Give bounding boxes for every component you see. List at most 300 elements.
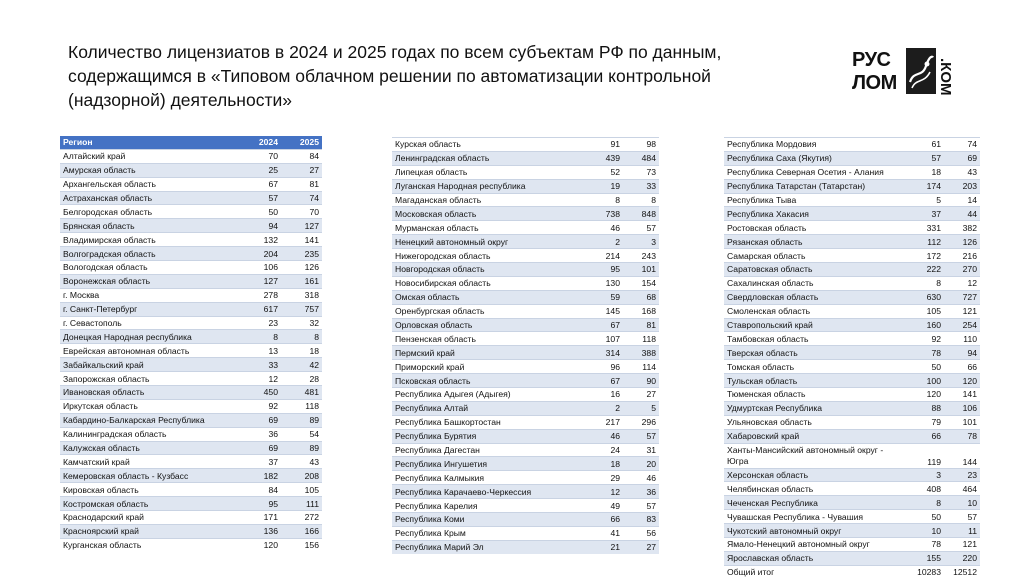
value-2025-cell: 8 bbox=[623, 193, 659, 207]
value-2024-cell: 155 bbox=[900, 551, 944, 565]
value-2025-cell: 70 bbox=[281, 205, 322, 219]
table-row bbox=[724, 235, 980, 249]
table-row bbox=[60, 497, 322, 511]
table-row bbox=[392, 374, 659, 388]
table-row bbox=[60, 399, 322, 413]
header-2024: 2024 bbox=[236, 136, 281, 149]
value-2024-cell: 222 bbox=[900, 263, 944, 277]
table-row bbox=[392, 471, 659, 485]
value-2025-cell: 89 bbox=[281, 413, 322, 427]
table-row bbox=[724, 538, 980, 552]
table-row bbox=[392, 318, 659, 332]
value-2024-cell: 67 bbox=[236, 177, 281, 191]
region-cell: Республика Саха (Якутия) bbox=[724, 151, 900, 165]
region-cell: Республика Карелия bbox=[392, 499, 578, 513]
value-2024-cell: 95 bbox=[578, 263, 623, 277]
value-2024-cell: 37 bbox=[236, 455, 281, 469]
value-2024-cell: 182 bbox=[236, 469, 281, 483]
table-row bbox=[60, 205, 322, 219]
table-row bbox=[60, 469, 322, 483]
value-2024-cell: 52 bbox=[578, 165, 623, 179]
value-2024-cell: 112 bbox=[900, 235, 944, 249]
value-2024-cell: 120 bbox=[900, 388, 944, 402]
region-cell: Чеченская Республика bbox=[724, 496, 900, 510]
value-2024-cell: 13 bbox=[236, 344, 281, 358]
table-row bbox=[60, 191, 322, 205]
region-cell: Республика Тыва bbox=[724, 193, 900, 207]
value-2025-cell: 43 bbox=[281, 455, 322, 469]
region-cell: Пензенская область bbox=[392, 332, 578, 346]
header-region: Регион bbox=[60, 136, 236, 149]
region-cell: г. Севастополь bbox=[60, 316, 236, 330]
region-cell: Ульяновская область bbox=[724, 415, 900, 429]
region-cell: Республика Хакасия bbox=[724, 207, 900, 221]
value-2025-cell: 98 bbox=[623, 138, 659, 152]
table-row bbox=[724, 318, 980, 332]
value-2024-cell: 78 bbox=[900, 346, 944, 360]
value-2024-cell: 96 bbox=[578, 360, 623, 374]
value-2025-cell: 118 bbox=[281, 399, 322, 413]
value-2025-cell: 3 bbox=[623, 235, 659, 249]
value-2024-cell: 450 bbox=[236, 386, 281, 400]
table-row bbox=[60, 247, 322, 261]
table-row bbox=[60, 427, 322, 441]
region-cell: Республика Карачаево-Черкессия bbox=[392, 485, 578, 499]
value-2025-cell: 27 bbox=[623, 540, 659, 553]
table-row bbox=[60, 177, 322, 191]
value-2024-cell: 18 bbox=[900, 165, 944, 179]
value-2024-cell: 41 bbox=[578, 526, 623, 540]
value-2025-cell: 382 bbox=[944, 221, 980, 235]
value-2025-cell: 83 bbox=[623, 513, 659, 527]
value-2025-cell: 141 bbox=[281, 233, 322, 247]
table-row bbox=[392, 290, 659, 304]
value-2025-cell: 757 bbox=[281, 302, 322, 316]
region-cell: Республика Дагестан bbox=[392, 443, 578, 457]
value-2025-cell: 481 bbox=[281, 386, 322, 400]
value-2025-cell: 216 bbox=[944, 249, 980, 263]
value-2024-cell: 120 bbox=[236, 538, 281, 551]
value-2025-cell: 78 bbox=[944, 429, 980, 443]
table-row bbox=[392, 235, 659, 249]
region-cell: Приморский край bbox=[392, 360, 578, 374]
value-2025-cell: 27 bbox=[281, 163, 322, 177]
region-cell: Республика Мордовия bbox=[724, 138, 900, 152]
value-2024-cell: 107 bbox=[578, 332, 623, 346]
table-row bbox=[392, 401, 659, 415]
region-cell: Тюменская область bbox=[724, 388, 900, 402]
value-2025-cell: 36 bbox=[623, 485, 659, 499]
table-row bbox=[724, 374, 980, 388]
table-row bbox=[724, 304, 980, 318]
region-cell: Пермский край bbox=[392, 346, 578, 360]
table-row bbox=[60, 344, 322, 358]
region-cell: Республика Адыгея (Адыгея) bbox=[392, 388, 578, 402]
value-2024-cell: 10 bbox=[900, 524, 944, 538]
region-cell: Республика Алтай bbox=[392, 401, 578, 415]
logo-emblem-icon bbox=[906, 48, 936, 94]
table-row bbox=[392, 249, 659, 263]
value-2025-cell: 296 bbox=[623, 415, 659, 429]
region-cell: Забайкальский край bbox=[60, 358, 236, 372]
value-2025-cell: 23 bbox=[944, 468, 980, 482]
value-2025-cell: 20 bbox=[623, 457, 659, 471]
value-2024-cell: 21 bbox=[578, 540, 623, 553]
table-row bbox=[724, 221, 980, 235]
value-2025-cell: 28 bbox=[281, 372, 322, 386]
value-2025-cell: 121 bbox=[944, 304, 980, 318]
region-cell: Удмуртская Республика bbox=[724, 401, 900, 415]
value-2024-cell: 25 bbox=[236, 163, 281, 177]
region-cell: Запорожская область bbox=[60, 372, 236, 386]
value-2024-cell: 46 bbox=[578, 429, 623, 443]
value-2024-cell: 36 bbox=[236, 427, 281, 441]
value-2025-cell: 74 bbox=[281, 191, 322, 205]
value-2024-cell: 95 bbox=[236, 497, 281, 511]
table-row bbox=[60, 386, 322, 400]
value-2024-cell: 88 bbox=[900, 401, 944, 415]
table-row bbox=[60, 274, 322, 288]
value-2024-cell: 8 bbox=[236, 330, 281, 344]
regions-table-1-body bbox=[60, 136, 322, 552]
value-2025-cell: 144 bbox=[944, 443, 980, 468]
value-2024-cell: 50 bbox=[900, 360, 944, 374]
region-cell: Ненецкий автономный округ bbox=[392, 235, 578, 249]
ruslom-logo bbox=[848, 44, 966, 98]
region-cell: Амурская область bbox=[60, 163, 236, 177]
table-row bbox=[724, 482, 980, 496]
region-cell: Кировская область bbox=[60, 483, 236, 497]
value-2024-cell: 23 bbox=[236, 316, 281, 330]
value-2025-cell: 10 bbox=[944, 496, 980, 510]
value-2024-cell: 24 bbox=[578, 443, 623, 457]
value-2025-cell: 243 bbox=[623, 249, 659, 263]
value-2025-cell: 220 bbox=[944, 551, 980, 565]
value-2025-cell: 5 bbox=[623, 401, 659, 415]
table-row bbox=[60, 372, 322, 386]
region-cell: Томская область bbox=[724, 360, 900, 374]
table-row bbox=[724, 524, 980, 538]
value-2024-cell: 67 bbox=[578, 318, 623, 332]
table-row bbox=[724, 360, 980, 374]
value-2024-cell: 119 bbox=[900, 443, 944, 468]
value-2025-cell: 42 bbox=[281, 358, 322, 372]
value-2024-cell: 59 bbox=[578, 290, 623, 304]
region-cell: Новгородская область bbox=[392, 263, 578, 277]
region-cell: Калининградская область bbox=[60, 427, 236, 441]
value-2024-cell: 174 bbox=[900, 179, 944, 193]
region-cell: Тамбовская область bbox=[724, 332, 900, 346]
table-row bbox=[392, 415, 659, 429]
table-row bbox=[724, 165, 980, 179]
region-cell: Смоленская область bbox=[724, 304, 900, 318]
value-2024-cell: 94 bbox=[236, 219, 281, 233]
table-row bbox=[724, 151, 980, 165]
table-row bbox=[60, 149, 322, 163]
value-2024-cell: 66 bbox=[900, 429, 944, 443]
region-cell: Саратовская область bbox=[724, 263, 900, 277]
value-2024-cell: 10283 bbox=[900, 565, 944, 578]
value-2025-cell: 68 bbox=[623, 290, 659, 304]
table-row bbox=[724, 332, 980, 346]
value-2024-cell: 16 bbox=[578, 388, 623, 402]
value-2025-cell: 105 bbox=[281, 483, 322, 497]
value-2024-cell: 18 bbox=[578, 457, 623, 471]
logo-text-bottom: ЛОМ bbox=[852, 72, 897, 94]
region-cell: Омская область bbox=[392, 290, 578, 304]
table-row bbox=[724, 429, 980, 443]
region-cell: Красноярский край bbox=[60, 524, 236, 538]
value-2024-cell: 57 bbox=[236, 191, 281, 205]
value-2025-cell: 111 bbox=[281, 497, 322, 511]
value-2025-cell: 81 bbox=[623, 318, 659, 332]
value-2025-cell: 272 bbox=[281, 511, 322, 525]
region-cell: г. Санкт-Петербург bbox=[60, 302, 236, 316]
value-2024-cell: 67 bbox=[578, 374, 623, 388]
region-cell: Чувашская Республика - Чувашия bbox=[724, 510, 900, 524]
value-2024-cell: 50 bbox=[900, 510, 944, 524]
region-cell: Волгоградская область bbox=[60, 247, 236, 261]
value-2025-cell: 484 bbox=[623, 151, 659, 165]
region-cell: Орловская область bbox=[392, 318, 578, 332]
value-2024-cell: 69 bbox=[236, 441, 281, 455]
region-cell: Кабардино-Балкарская Республика bbox=[60, 413, 236, 427]
region-cell: Курская область bbox=[392, 138, 578, 152]
value-2024-cell: 172 bbox=[900, 249, 944, 263]
value-2025-cell: 56 bbox=[623, 526, 659, 540]
value-2025-cell: 208 bbox=[281, 469, 322, 483]
region-cell: Курганская область bbox=[60, 538, 236, 551]
value-2025-cell: 110 bbox=[944, 332, 980, 346]
value-2024-cell: 49 bbox=[578, 499, 623, 513]
value-2025-cell: 44 bbox=[944, 207, 980, 221]
table-row bbox=[392, 485, 659, 499]
region-cell: Магаданская область bbox=[392, 193, 578, 207]
logo-text-side: .КОМ bbox=[937, 58, 954, 96]
table-row bbox=[392, 429, 659, 443]
region-cell: Республика Башкортостан bbox=[392, 415, 578, 429]
region-cell: Республика Крым bbox=[392, 526, 578, 540]
table-row bbox=[724, 207, 980, 221]
value-2024-cell: 37 bbox=[900, 207, 944, 221]
value-2024-cell: 8 bbox=[900, 496, 944, 510]
value-2024-cell: 92 bbox=[236, 399, 281, 413]
region-cell: Чукотский автономный округ bbox=[724, 524, 900, 538]
value-2024-cell: 33 bbox=[236, 358, 281, 372]
region-cell: Воронежская область bbox=[60, 274, 236, 288]
value-2025-cell: 43 bbox=[944, 165, 980, 179]
region-cell: Астраханская область bbox=[60, 191, 236, 205]
table-row bbox=[60, 511, 322, 525]
region-cell: Псковская область bbox=[392, 374, 578, 388]
value-2025-cell: 154 bbox=[623, 276, 659, 290]
region-cell: Белгородская область bbox=[60, 205, 236, 219]
table-row bbox=[724, 249, 980, 263]
region-cell: Ростовская область bbox=[724, 221, 900, 235]
table-row bbox=[724, 290, 980, 304]
table-row bbox=[724, 138, 980, 152]
value-2024-cell: 92 bbox=[900, 332, 944, 346]
region-cell: Общий итог bbox=[724, 565, 900, 578]
value-2025-cell: 127 bbox=[281, 219, 322, 233]
region-cell: Хабаровский край bbox=[724, 429, 900, 443]
table-row bbox=[724, 388, 980, 402]
value-2025-cell: 203 bbox=[944, 179, 980, 193]
table-row bbox=[392, 346, 659, 360]
table-row bbox=[60, 316, 322, 330]
table-row bbox=[392, 193, 659, 207]
table-row bbox=[392, 179, 659, 193]
value-2024-cell: 217 bbox=[578, 415, 623, 429]
value-2025-cell: 66 bbox=[944, 360, 980, 374]
table-row bbox=[392, 513, 659, 527]
value-2024-cell: 145 bbox=[578, 304, 623, 318]
table-row bbox=[392, 165, 659, 179]
region-cell: Тверская область bbox=[724, 346, 900, 360]
region-cell: Самарская область bbox=[724, 249, 900, 263]
table-row bbox=[60, 358, 322, 372]
table-row bbox=[392, 526, 659, 540]
value-2025-cell: 114 bbox=[623, 360, 659, 374]
value-2025-cell: 156 bbox=[281, 538, 322, 551]
table-row bbox=[392, 540, 659, 553]
value-2024-cell: 214 bbox=[578, 249, 623, 263]
region-cell: Московская область bbox=[392, 207, 578, 221]
value-2024-cell: 84 bbox=[236, 483, 281, 497]
value-2025-cell: 168 bbox=[623, 304, 659, 318]
value-2024-cell: 136 bbox=[236, 524, 281, 538]
region-cell: Республика Северная Осетия - Алания bbox=[724, 165, 900, 179]
table-row bbox=[392, 207, 659, 221]
table-row bbox=[724, 496, 980, 510]
value-2025-cell: 848 bbox=[623, 207, 659, 221]
region-cell: Тульская область bbox=[724, 374, 900, 388]
table-row bbox=[392, 332, 659, 346]
value-2025-cell: 90 bbox=[623, 374, 659, 388]
region-cell: Челябинская область bbox=[724, 482, 900, 496]
value-2025-cell: 11 bbox=[944, 524, 980, 538]
region-cell: Республика Татарстан (Татарстан) bbox=[724, 179, 900, 193]
table-row bbox=[392, 221, 659, 235]
value-2024-cell: 3 bbox=[900, 468, 944, 482]
table-row bbox=[60, 288, 322, 302]
table-header-row bbox=[60, 136, 322, 149]
value-2024-cell: 19 bbox=[578, 179, 623, 193]
region-cell: Республика Калмыкия bbox=[392, 471, 578, 485]
region-cell: Донецкая Народная республика bbox=[60, 330, 236, 344]
table-row bbox=[60, 163, 322, 177]
value-2025-cell: 54 bbox=[281, 427, 322, 441]
table-row bbox=[392, 443, 659, 457]
value-2024-cell: 630 bbox=[900, 290, 944, 304]
table-row bbox=[392, 151, 659, 165]
region-cell: Костромская область bbox=[60, 497, 236, 511]
value-2024-cell: 127 bbox=[236, 274, 281, 288]
table-row bbox=[392, 304, 659, 318]
title-line-2: содержащимся в «Типовом облачном решении по автоматизации контрольной bbox=[68, 66, 711, 86]
value-2025-cell: 118 bbox=[623, 332, 659, 346]
value-2025-cell: 141 bbox=[944, 388, 980, 402]
value-2024-cell: 617 bbox=[236, 302, 281, 316]
value-2024-cell: 738 bbox=[578, 207, 623, 221]
value-2024-cell: 91 bbox=[578, 138, 623, 152]
region-cell: Рязанская область bbox=[724, 235, 900, 249]
value-2024-cell: 79 bbox=[900, 415, 944, 429]
region-cell: Липецкая область bbox=[392, 165, 578, 179]
table-row bbox=[60, 330, 322, 344]
value-2024-cell: 132 bbox=[236, 233, 281, 247]
region-cell: Ставропольский край bbox=[724, 318, 900, 332]
region-cell: Республика Марий Эл bbox=[392, 540, 578, 553]
table-row bbox=[724, 443, 980, 468]
table-row bbox=[724, 263, 980, 277]
value-2024-cell: 408 bbox=[900, 482, 944, 496]
region-cell: Ханты-Мансийский автономный округ - Югра bbox=[724, 443, 900, 468]
region-cell: Брянская область bbox=[60, 219, 236, 233]
table-row bbox=[60, 302, 322, 316]
table-row bbox=[724, 401, 980, 415]
value-2024-cell: 69 bbox=[236, 413, 281, 427]
region-cell: Республика Коми bbox=[392, 513, 578, 527]
header-2025: 2025 bbox=[281, 136, 322, 149]
value-2024-cell: 2 bbox=[578, 401, 623, 415]
region-cell: Краснодарский край bbox=[60, 511, 236, 525]
total-row bbox=[724, 565, 980, 578]
table-row bbox=[392, 276, 659, 290]
value-2025-cell: 101 bbox=[944, 415, 980, 429]
value-2024-cell: 171 bbox=[236, 511, 281, 525]
value-2025-cell: 31 bbox=[623, 443, 659, 457]
value-2025-cell: 270 bbox=[944, 263, 980, 277]
region-cell: Ярославская область bbox=[724, 551, 900, 565]
region-cell: Архангельская область bbox=[60, 177, 236, 191]
value-2025-cell: 254 bbox=[944, 318, 980, 332]
value-2025-cell: 161 bbox=[281, 274, 322, 288]
value-2025-cell: 57 bbox=[623, 499, 659, 513]
region-cell: Республика Ингушетия bbox=[392, 457, 578, 471]
region-cell: Свердловская область bbox=[724, 290, 900, 304]
value-2025-cell: 235 bbox=[281, 247, 322, 261]
region-cell: Сахалинская область bbox=[724, 276, 900, 290]
value-2024-cell: 2 bbox=[578, 235, 623, 249]
table-row bbox=[392, 263, 659, 277]
table-row bbox=[60, 219, 322, 233]
value-2025-cell: 81 bbox=[281, 177, 322, 191]
regions-table-3 bbox=[724, 137, 980, 579]
region-cell: Камчатский край bbox=[60, 455, 236, 469]
regions-table-3-body bbox=[724, 138, 980, 579]
value-2024-cell: 106 bbox=[236, 261, 281, 275]
value-2025-cell: 120 bbox=[944, 374, 980, 388]
value-2025-cell: 57 bbox=[944, 510, 980, 524]
region-cell: Кемеровская область - Кузбасс bbox=[60, 469, 236, 483]
value-2025-cell: 69 bbox=[944, 151, 980, 165]
region-cell: Еврейская автономная область bbox=[60, 344, 236, 358]
slide-title bbox=[68, 40, 808, 112]
region-cell: Республика Бурятия bbox=[392, 429, 578, 443]
table-row bbox=[60, 455, 322, 469]
region-cell: Калужская область bbox=[60, 441, 236, 455]
title-line-1: Количество лицензиатов в 2024 и 2025 годах по всем субъектам РФ по данным, bbox=[68, 42, 722, 62]
regions-table-2 bbox=[392, 137, 659, 554]
value-2024-cell: 314 bbox=[578, 346, 623, 360]
value-2024-cell: 78 bbox=[900, 538, 944, 552]
value-2024-cell: 5 bbox=[900, 193, 944, 207]
value-2025-cell: 126 bbox=[944, 235, 980, 249]
regions-table-2-body bbox=[392, 138, 659, 554]
value-2024-cell: 439 bbox=[578, 151, 623, 165]
value-2025-cell: 166 bbox=[281, 524, 322, 538]
